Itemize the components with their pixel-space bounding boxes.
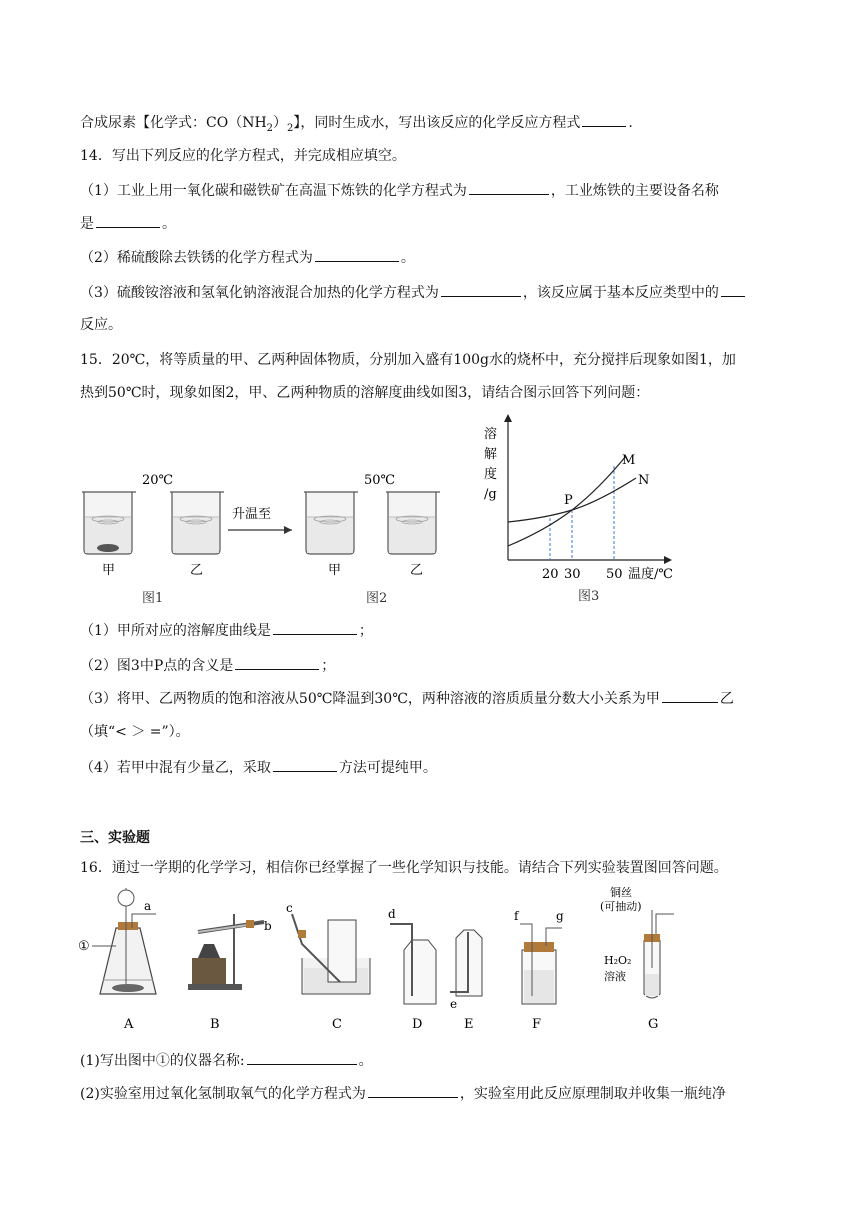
label-g: g <box>556 909 564 923</box>
curve-m-label: M <box>622 453 636 468</box>
q16-p2-text: (2)实验室用过氧化氢制取氧气的化学方程式为 <box>80 1086 366 1102</box>
q15-q2 <box>80 655 335 676</box>
q15-q3-blank[interactable] <box>662 688 718 703</box>
fig2-label-jia: 甲 <box>328 563 342 578</box>
q14-p2-end: 。 <box>400 250 415 266</box>
point-p-label: P <box>564 493 573 508</box>
q14-p3-text2: ，该反应属于基本反应类型中的 <box>522 285 719 301</box>
apparatus-d <box>388 907 436 1032</box>
y-label-2: 解 <box>484 447 498 462</box>
q15-stem-line2: 热到50℃时，现象如图2，甲、乙两种物质的溶解度曲线如图3，请结合图示回答下列问题： <box>80 385 650 401</box>
q15-q3-text2: 乙 <box>719 691 734 707</box>
curve-n-label: N <box>638 473 650 488</box>
q15-q1 <box>80 620 373 641</box>
y-label-4: /g <box>484 487 497 502</box>
q14-p3-blank-equation[interactable] <box>441 282 521 297</box>
y-label-3: 度 <box>484 467 498 482</box>
label-f: f <box>514 909 519 923</box>
caption-c: C <box>332 1017 342 1032</box>
x-tick-30: 30 <box>564 567 581 582</box>
fig1-temp: 20℃ <box>142 473 174 488</box>
q16-part2 <box>80 1083 726 1104</box>
label-h2o2: H₂O₂ <box>604 954 632 967</box>
fig1-beaker-yi <box>170 492 224 554</box>
fig2-temp: 50℃ <box>364 473 396 488</box>
caption-b: B <box>210 1017 220 1032</box>
q15-q4-end: 方法可提纯甲。 <box>338 760 437 776</box>
x-tick-50: 50 <box>606 567 623 582</box>
q14-p1-end: 。 <box>162 216 176 232</box>
apparatus-c <box>286 901 370 1032</box>
q15-stem-line1: 15．20℃，将等质量的甲、乙两种固体物质，分别加入盛有100g水的烧杯中，充分搅拌后现象如图1，加 <box>80 352 736 368</box>
q15-q1-text: （1）甲所对应的溶解度曲线是 <box>80 623 271 639</box>
q14-part1-cont <box>80 213 176 234</box>
q15-q1-blank[interactable] <box>273 620 357 635</box>
q14-p1-text3: 是 <box>80 216 94 232</box>
label-circle-1: ① <box>78 939 90 954</box>
apparatus-a <box>78 888 156 1032</box>
apparatus-g <box>600 885 674 1032</box>
heat-arrow-label: 升温至 <box>232 507 272 522</box>
q14-p1-text: （1）工业上用一氧化碳和磁铁矿在高温下炼铁的化学方程式为 <box>80 183 467 199</box>
x-tick-20: 20 <box>542 567 559 582</box>
y-axis-arrow <box>504 414 512 422</box>
q16-p1-blank[interactable] <box>247 1050 357 1065</box>
x-axis-arrow <box>664 556 672 564</box>
apparatus-f <box>514 909 564 1032</box>
q14-part1 <box>80 180 719 201</box>
caption-g: G <box>648 1017 659 1032</box>
q14-p1-blank-equation[interactable] <box>469 180 549 195</box>
fig1-label-jia: 甲 <box>102 563 116 578</box>
q15-q3-text: （3）将甲、乙两物质的饱和溶液从50℃降温到30℃，两种溶液的溶质质量分数大小关系为甲 <box>80 691 660 707</box>
q14-p3-text: （3）硫酸铵溶液和氢氧化钠溶液混合加热的化学方程式为 <box>80 285 439 301</box>
q14-p1-text2: ，工业炼铁的主要设备名称 <box>550 183 719 199</box>
fig2-beaker-jia <box>304 492 358 554</box>
label-b: b <box>264 919 272 933</box>
q14-p1-blank-equipment[interactable] <box>96 213 160 228</box>
q13-tail <box>80 112 633 139</box>
x-axis-label: 温度/℃ <box>628 567 673 582</box>
q16-stem: 16．通过一学期的化学学习，相信你已经掌握了一些化学知识与技能。请结合下列实验装置图回答问题。 <box>80 860 728 876</box>
q14-part3 <box>80 282 747 303</box>
q13-text-suffix: 】，同时生成水，写出该反应的化学反应方程式 <box>293 115 581 131</box>
heat-arrow-head <box>284 526 292 534</box>
label-a: a <box>144 899 152 913</box>
y-label-1: 溶 <box>484 427 498 442</box>
q15-q4-blank[interactable] <box>273 757 337 772</box>
apparatus-e <box>450 930 482 1032</box>
q14-p3-blank-type[interactable] <box>721 282 745 297</box>
q15-q1-end: ； <box>358 623 373 639</box>
q16-p2-blank[interactable] <box>368 1083 458 1098</box>
q13-answer-blank[interactable] <box>582 112 626 127</box>
section-heading: 三、实验题 <box>80 830 150 846</box>
fig1-caption: 图1 <box>142 591 164 606</box>
q13-text: 合成尿素【化学式：CO（NH <box>80 115 267 131</box>
q13-sub2: 2 <box>287 122 294 134</box>
q16-p2-text2: ，实验室用此反应原理制取并收集一瓶纯净 <box>459 1086 726 1102</box>
q16-p1-end: 。 <box>358 1053 373 1069</box>
fig2-beaker-yi <box>386 492 440 554</box>
q15-q4 <box>80 757 437 778</box>
fig1-undissolved-solid <box>97 544 119 552</box>
caption-f: F <box>532 1017 542 1032</box>
q13-sub: 2 <box>266 122 274 134</box>
fig3-caption: 图3 <box>578 589 600 604</box>
q15-q2-end: ； <box>321 658 336 674</box>
q13-end: . <box>628 115 633 131</box>
label-c: c <box>286 901 293 915</box>
fig2-label-yi: 乙 <box>410 563 424 578</box>
label-d: d <box>388 907 396 921</box>
q14-part3-cont: 反应。 <box>80 317 122 333</box>
label-copper-movable: (可抽动) <box>600 900 642 913</box>
q15-q2-blank[interactable] <box>235 655 319 670</box>
q14-p2-text: （2）稀硫酸除去铁锈的化学方程式为 <box>80 250 313 266</box>
q15-q2-text: （2）图3中P点的含义是 <box>80 658 234 674</box>
apparatus-figure <box>70 884 690 1034</box>
caption-d: D <box>412 1017 423 1032</box>
fig1-label-yi: 乙 <box>190 563 204 578</box>
beaker-figures <box>70 462 460 610</box>
q14-part2 <box>80 247 415 268</box>
q15-q3 <box>80 688 734 709</box>
label-copper: 铜丝 <box>610 886 632 899</box>
caption-e: E <box>464 1017 474 1032</box>
apparatus-b <box>188 914 272 1032</box>
q14-stem: 14．写出下列反应的化学方程式，并完成相应填空。 <box>80 148 406 164</box>
q16-p1-text: (1)写出图中①的仪器名称: <box>80 1053 245 1069</box>
label-e: e <box>450 997 458 1011</box>
q16-part1 <box>80 1050 373 1071</box>
solubility-chart <box>476 412 686 608</box>
q13-text-mid: ） <box>273 115 288 131</box>
fig2-caption: 图2 <box>366 591 388 606</box>
q14-p2-blank[interactable] <box>315 247 399 262</box>
caption-a: A <box>124 1017 134 1032</box>
q15-q4-text: （4）若甲中混有少量乙，采取 <box>80 760 271 776</box>
q15-q3-hint: （填“< ＞ =”）。 <box>80 724 190 740</box>
label-solution: 溶液 <box>604 970 626 983</box>
